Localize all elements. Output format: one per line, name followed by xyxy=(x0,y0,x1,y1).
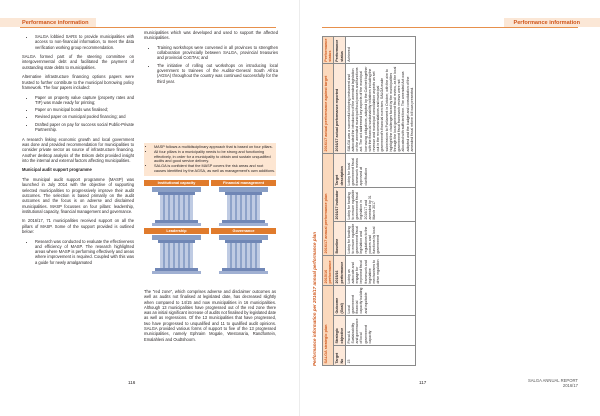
group-header: Performance status xyxy=(324,38,333,62)
list-item: • Paper on property value capture (property rates and TIF) was made ready for printing; xyxy=(35,95,134,106)
footer-report-title: SALGA ANNUAL REPORT xyxy=(527,378,578,383)
rotated-table xyxy=(312,36,580,366)
group-header: 2016/17 annual performance plan xyxy=(323,154,334,256)
callout-item: • All four pillars in a municipality needs to be strong and functioning effectively, in order for a municipality to obtain and sustain unqualified audits and good service delivery. xyxy=(154,150,276,164)
paragraph: SALGA formed part of the steering committee on intergovernmental debt and facilitated the payment of outstanding state debts to municipalities. xyxy=(22,54,134,70)
pillar-governance xyxy=(211,228,276,274)
column-icon xyxy=(144,234,209,274)
masp-callout-box xyxy=(144,143,276,176)
bullet-list xyxy=(22,34,134,50)
group-header: 2015/16 performance xyxy=(323,256,334,286)
section-heading: Municipal audit support programme xyxy=(22,167,92,173)
pillar-label: Leadership xyxy=(144,228,209,234)
table-header-row xyxy=(334,37,345,366)
column-header: Performance status xyxy=(334,37,345,64)
support-list xyxy=(22,239,134,265)
list-item: • Research was conducted to evaluate the effectiveness and efficiency of MASP. The research highlighted areas where MASP is performing effectively and areas where improvement is required. Coupled with this was a guide for newly amalgamated xyxy=(35,239,134,265)
footer-report-year: 2016/17 xyxy=(562,383,578,388)
table-cell: Lobby for funding to ensure equitable government fiscal legislation and regulations to the powers and functions by local government xyxy=(345,222,415,256)
pillar-institutional-capacity xyxy=(144,180,209,226)
bullet-list xyxy=(144,45,278,84)
pillar-leadership xyxy=(144,228,209,274)
masp-pillars-graphic xyxy=(144,180,276,280)
column-header: Baseline xyxy=(334,222,345,256)
performance-table xyxy=(322,36,416,366)
paragraph: The municipal audit support programme (MASP) was launched in July 2014 with the objective of supporting selected municipalities to progressively improve their audit outcomes. The selection is based primarily on the audit outcomes and the focus is on adverse and disclaimed municipalities. MASP focusses on four pillars: leadership, institutional capacity, financial management and governance. xyxy=(22,177,134,214)
table-group-header-row xyxy=(323,37,334,366)
column-header: 2015/16 performance xyxy=(334,256,345,286)
performance-table-wrapper xyxy=(312,36,580,366)
footer-note xyxy=(528,378,578,388)
table-cell: Lobby for funding to ensure equitable government fiscal legislation in 2016/17 and amended by 31 March 2017 xyxy=(345,188,415,222)
pillar-financial-management xyxy=(211,180,276,226)
page-number: 116 xyxy=(128,380,136,385)
paragraph: municipalities which was developed and used to support the affected municipalities. xyxy=(144,30,278,41)
section-header-label: Performance information xyxy=(513,19,580,26)
table-cell: Fiscal & Sustainability and governance of local government capacity xyxy=(345,316,415,346)
list-item: • Training workshops were convened in all provinces to strengthen collaboration provincially between SALGA, provincial treasuries and provincial CoGTAs; and xyxy=(157,45,278,61)
paragraph: The "red zone", which comprises adverse and disclaimer outcomes as well as audits not finalised at legislated date, has decreased slightly when compared to 14/15 and now municipalities in 16 municipalities. Although 13 municipalities have progressed out of the red zone there was an initial significant increase of audits not finalised by legislated date as well as regressions. Of the 13 municipalities that have progressed, two have progressed to unqualified and 11 to qualified audit opinions. SALGA provided various forms of support to five of the 13 progressed municipalities, namely Ephraim Mogale, Westonaria, Randfontein, Emalahleni and Oudtshoorn. xyxy=(144,289,276,342)
text-column-2 xyxy=(144,30,278,88)
table-cell: Local government financial capacity building and equitable xyxy=(345,286,415,316)
text-column-1 xyxy=(22,34,134,269)
pillar-label: Institutional capacity xyxy=(144,180,209,186)
pillar-label: Governance xyxy=(211,228,276,234)
column-header: Outcome (Goal) xyxy=(334,286,345,316)
list-item: • Revised paper on municipal pooled financing; and xyxy=(35,114,134,119)
paragraph: In 2016/17, 71 municipalities received support on all the pillars of MASP. Some of the support provided is outlined below: xyxy=(22,218,134,234)
table-cell: Lobby as advocate and engage for improved fiscal framework and legislative mechanisms to drive regulation xyxy=(345,256,415,286)
table-cell: Lobby for local government fiscal framework review approved at clarification xyxy=(345,154,415,188)
group-header: 2016/17 actual performance against target xyxy=(323,64,334,154)
pillar-label: Financial management xyxy=(211,180,276,186)
group-header: SALGA strategic plan xyxy=(323,286,334,366)
table-cell: 15 xyxy=(345,346,415,366)
list-item: • Drafted paper on pay for success social Public-Private Partnership. xyxy=(35,122,134,133)
table-caption: Performance information per 2016/17 annual performance plan xyxy=(312,231,317,366)
paragraph: Alternative infrastructure financing options papers were trusted to further contribute to the municipal borrowing policy framework. The four papers included: xyxy=(22,74,134,90)
list-item: • SALGA lobbied SARS to provide municipalities with access to non-financial information, to meet the data verification working group recommendation. xyxy=(35,34,134,50)
list-item: • Paper on municipal bonds was finalised; xyxy=(35,107,134,112)
right-page xyxy=(300,0,600,416)
column-icon xyxy=(211,186,276,226)
column-header: Target No xyxy=(334,346,345,366)
callout-item: • MASP follows a multidisciplinary approach that is based on four pillars. xyxy=(154,145,276,150)
column-header: 2016/17 actual performance reported xyxy=(334,64,345,154)
column-icon xyxy=(211,234,276,274)
column-header: 2016/17 indicator xyxy=(334,188,345,222)
table-row xyxy=(345,37,415,366)
section-header-rule xyxy=(322,27,578,28)
page-number: 117 xyxy=(419,380,427,385)
column-icon xyxy=(144,186,209,226)
papers-list xyxy=(22,95,134,133)
table-cell: SALGA was a successful lobbying instrument and advocated the introduction of the amended legislation on the amended municipal fiscal powers and functions act. The act addressed key aspects of the municipal borrowing obligations, adopted by the Cabinet together with the financial sustainability initiatives including the revenue and municipal consolidation aspects as set out in the recommendations and municipal government's financial exercises. SALGA made submissions to Parliament in October, with the aim to highlight the challenges faced by the municipalities through the local government fiscal review, as the local government fiscal framework reviews were not allocated with sufficient time. The amended Act was adopted and the budget and consolidation of the amended fiscal reform bill was presented. xyxy=(345,64,415,154)
text-column-3 xyxy=(144,289,276,346)
status-cell: Achieved xyxy=(345,37,415,64)
list-item: • The initiative of rolling out workshops on introducing local government to trainees of the Auditor-General South Africa (AGSA) throughout the country was continued successfully for the third year. xyxy=(157,63,278,84)
section-header-rule xyxy=(20,27,276,28)
column-header: Strategic objective xyxy=(334,316,345,346)
column-header: Target description xyxy=(334,154,345,188)
paragraph: A research linking economic growth and local government was done and provided recommendation for municipalities to consider private sector as source of infrastructure financing. Another desktop analysis of the Eskom debt provided insight into the internal and external factors affecting municipalities. xyxy=(22,136,134,163)
section-header-label: Performance information xyxy=(22,19,89,26)
callout-item: • SALGA is confident that the MASP covers the risk areas and root causes identified by the AGSA, as well as management's own additions. xyxy=(154,164,276,174)
